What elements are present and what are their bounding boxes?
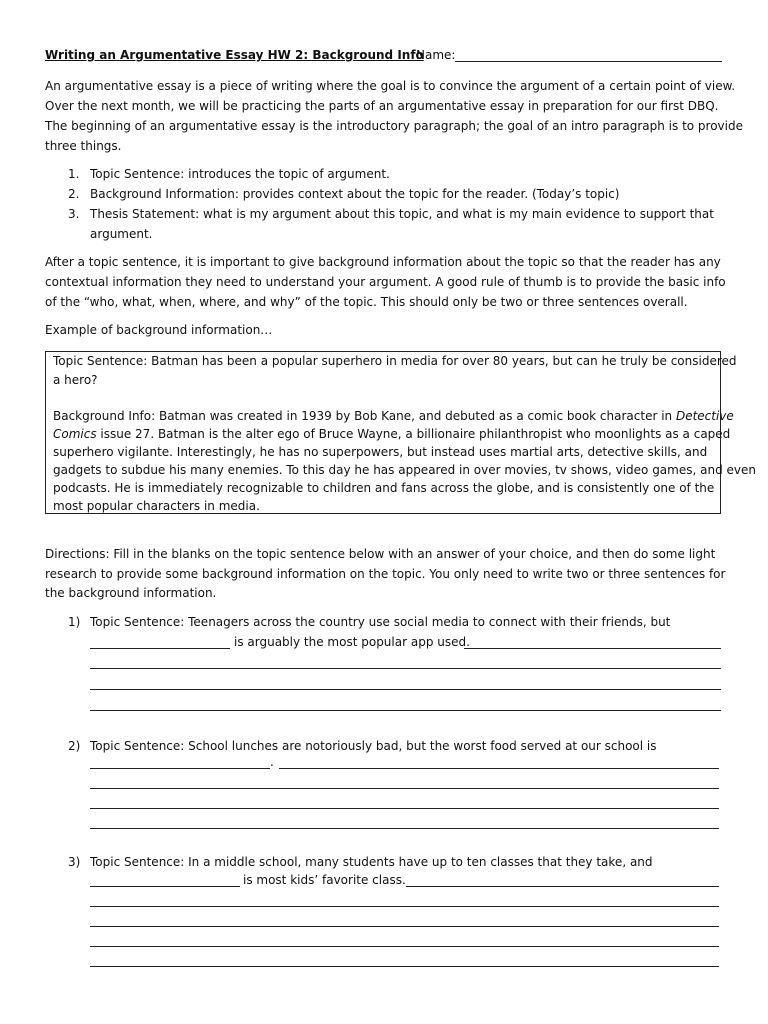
question-number: 2)	[68, 739, 81, 753]
question-prompt-continuation: is arguably the most popular app used.	[234, 635, 470, 649]
question-number: 3)	[68, 855, 81, 869]
list-number: 2.	[68, 187, 80, 201]
example-bg-text: Background Info: Batman was created in 1939 by Bob Kane, and debuted as a comic book character in	[53, 409, 676, 423]
example-topic-line: Topic Sentence: Batman has been a popular superhero in media for over 80 years, but can he truly be considered	[53, 354, 737, 368]
fill-in-blank[interactable]	[90, 886, 240, 887]
example-label: Example of background information…	[45, 323, 273, 337]
answer-line[interactable]	[90, 788, 719, 789]
name-blank-line[interactable]	[455, 61, 722, 62]
example-bg-line: superhero vigilante. Interestingly, he has no superpowers, but instead uses martial arts, detective skills, and	[53, 445, 708, 459]
intro-line: three things.	[45, 139, 122, 153]
example-topic-line: a hero?	[53, 373, 98, 387]
list-item: Thesis Statement: what is my argument about this topic, and what is my main evidence to support that	[90, 207, 714, 221]
body-line: After a topic sentence, it is important to give background information about the topic so that the reader has any	[45, 255, 721, 269]
example-bg-text: issue 27. Batman is the alter ego of Bruce Wayne, a billionaire philanthropist who moonlights as a caped	[96, 427, 731, 441]
answer-line[interactable]	[90, 906, 719, 907]
list-number: 1.	[68, 167, 80, 181]
question-prompt-continuation: .	[270, 755, 274, 769]
answer-line[interactable]	[90, 966, 719, 967]
list-item: Background Information: provides context about the topic for the reader. (Today’s topic)	[90, 187, 620, 201]
body-line: contextual information they need to understand your argument. A good rule of thumb is to provide the basic info	[45, 275, 726, 289]
question-prompt: Topic Sentence: Teenagers across the country use social media to connect with their friends, but	[90, 615, 671, 629]
answer-line[interactable]	[90, 946, 719, 947]
directions-line: research to provide some background information on the topic. You only need to write two or three sentences for	[45, 567, 726, 581]
answer-line[interactable]	[90, 689, 721, 690]
worksheet-title: Writing an Argumentative Essay HW 2: Background Info	[45, 48, 424, 62]
intro-line: Over the next month, we will be practicing the parts of an argumentative essay in preparation for our first DBQ.	[45, 99, 719, 113]
comic-title-italic: Comics	[53, 427, 97, 441]
fill-in-blank[interactable]	[90, 768, 270, 769]
name-label: Name:	[416, 48, 456, 62]
answer-line[interactable]	[90, 668, 721, 669]
answer-line[interactable]	[90, 808, 719, 809]
directions-line: Directions: Fill in the blanks on the topic sentence below with an answer of your choice, and then do some light	[45, 547, 716, 561]
list-item: Topic Sentence: introduces the topic of argument.	[90, 167, 390, 181]
answer-line[interactable]	[464, 648, 721, 649]
example-bg-line: podcasts. He is immediately recognizable to children and fans across the globe, and is consistently one of the	[53, 481, 715, 495]
intro-line: The beginning of an argumentative essay is the introductory paragraph; the goal of an intro paragraph is to provide	[45, 119, 743, 133]
list-item-continuation: argument.	[90, 227, 153, 241]
question-prompt: Topic Sentence: School lunches are notoriously bad, but the worst food served at our school is	[90, 739, 657, 753]
example-bg-line: most popular characters in media.	[53, 499, 260, 513]
question-number: 1)	[68, 615, 81, 629]
example-bg-line: gadgets to subdue his many enemies. To this day he has appeared in over movies, tv shows, video games, and even	[53, 463, 756, 477]
intro-line: An argumentative essay is a piece of writing where the goal is to convince the argument of a certain point of view.	[45, 79, 736, 93]
answer-line[interactable]	[90, 710, 721, 711]
comic-title-italic: Detective	[675, 409, 734, 423]
question-prompt: Topic Sentence: In a middle school, many students have up to ten classes that they take, and	[90, 855, 653, 869]
fill-in-blank[interactable]	[90, 648, 230, 649]
example-bg-line	[53, 406, 734, 426]
answer-line[interactable]	[279, 768, 719, 769]
list-number: 3.	[68, 207, 80, 221]
example-bg-line	[53, 424, 730, 444]
body-line: of the “who, what, when, where, and why” of the topic. This should only be two or three sentences overall.	[45, 295, 688, 309]
answer-line[interactable]	[406, 886, 719, 887]
answer-line[interactable]	[90, 926, 719, 927]
directions-line: the background information.	[45, 586, 217, 600]
question-prompt-continuation: is most kids’ favorite class.	[243, 873, 406, 887]
answer-line[interactable]	[90, 828, 719, 829]
